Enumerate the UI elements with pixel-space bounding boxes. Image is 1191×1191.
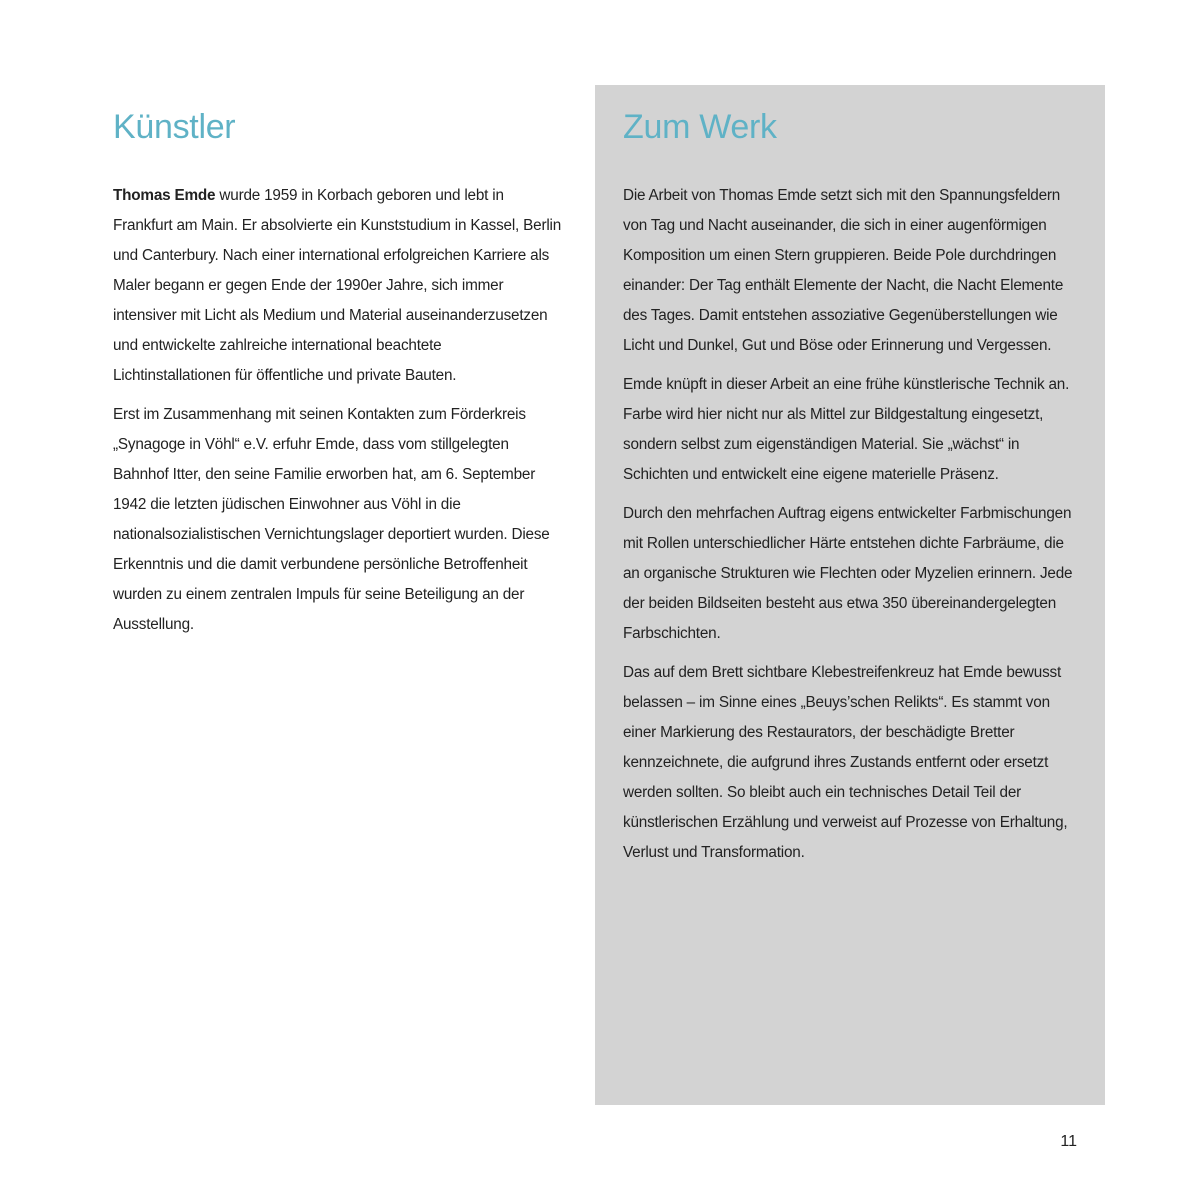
work-paragraph-3: Durch den mehrfachen Auftrag eigens entwickelter Farbmischungen mit Rollen unterschiedlicher Härte entstehen dichte Farbräume, die an organische Strukturen wie Flechten oder Myzelien erinnern. Jede der beiden Bildseiten besteht aus etwa 350 übereinandergelegten Farbschichten. bbox=[623, 505, 1073, 642]
artist-section bbox=[113, 105, 563, 649]
work-paragraph-4: Das auf dem Brett sichtbare Klebestreifenkreuz hat Emde bewusst belassen – im Sinne eines „Beuys’schen Relikts“. Es stammt von einer Markierung des Restaurators, der beschädigte Bretter kennzeichnete, die aufgrund ihres Zustands entfernt oder ersetzt werden sollten. So bleibt auch ein technisches Detail Teil der künstlerischen Erzählung und verweist auf Prozesse von Erhaltung, Verlust und Transformation. bbox=[623, 664, 1068, 861]
artist-paragraph-1-text: wurde 1959 in Korbach geboren und lebt in Frankfurt am Main. Er absolvierte ein Kunststudium in Kassel, Berlin und Canterbury. Nach einer international erfolgreichen Karriere als Maler begann er gegen Ende der 1990er Jahre, sich immer intensiver mit Licht als Medium und Material auseinanderzusetzen und entwickelte zahlreiche international beachtete Lichtinstallationen für öffentliche und private Bauten. bbox=[113, 187, 562, 384]
work-heading: Zum Werk bbox=[623, 108, 777, 146]
work-paragraph-2: Emde knüpft in dieser Arbeit an eine frühe künstlerische Technik an. Farbe wird hier nicht nur als Mittel zur Bildgestaltung eingesetzt, sondern selbst zum eigenständigen Material. Sie „wächst“ in Schichten und entwickelt eine eigene materielle Präsenz. bbox=[623, 376, 1070, 483]
artist-paragraph-1 bbox=[113, 181, 563, 391]
work-body bbox=[623, 181, 1083, 868]
artist-body bbox=[113, 181, 563, 640]
artist-heading: Künstler bbox=[113, 108, 236, 146]
page-number: 11 bbox=[1060, 1133, 1077, 1150]
work-paragraph-1: Die Arbeit von Thomas Emde setzt sich mit den Spannungsfeldern von Tag und Nacht auseinander, die sich in einer augenförmigen Komposition um einen Stern gruppieren. Beide Pole durchdringen einander: Der Tag enthält Elemente der Nacht, die Nacht Elemente des Tages. Damit entstehen assoziative Gegenüberstellungen wie Licht und Dunkel, Gut und Böse oder Erinnerung und Vergessen. bbox=[623, 187, 1064, 354]
artist-name: Thomas Emde bbox=[113, 187, 216, 204]
work-section bbox=[623, 105, 1083, 877]
artist-paragraph-2: Erst im Zusammenhang mit seinen Kontakten zum Förderkreis „Synagoge in Vöhl“ e.V. erfuhr Emde, dass vom stillgelegten Bahnhof Itter, den seine Familie erworben hat, am 6. September 1942 die letzten jüdischen Einwohner aus Vöhl in die nationalsozialistischen Vernichtungslager deportiert wurden. Diese Erkenntnis und die damit verbundene persönliche Betroffenheit wurden zu einem zentralen Impuls für seine Beteiligung an der Ausstellung. bbox=[113, 406, 550, 633]
